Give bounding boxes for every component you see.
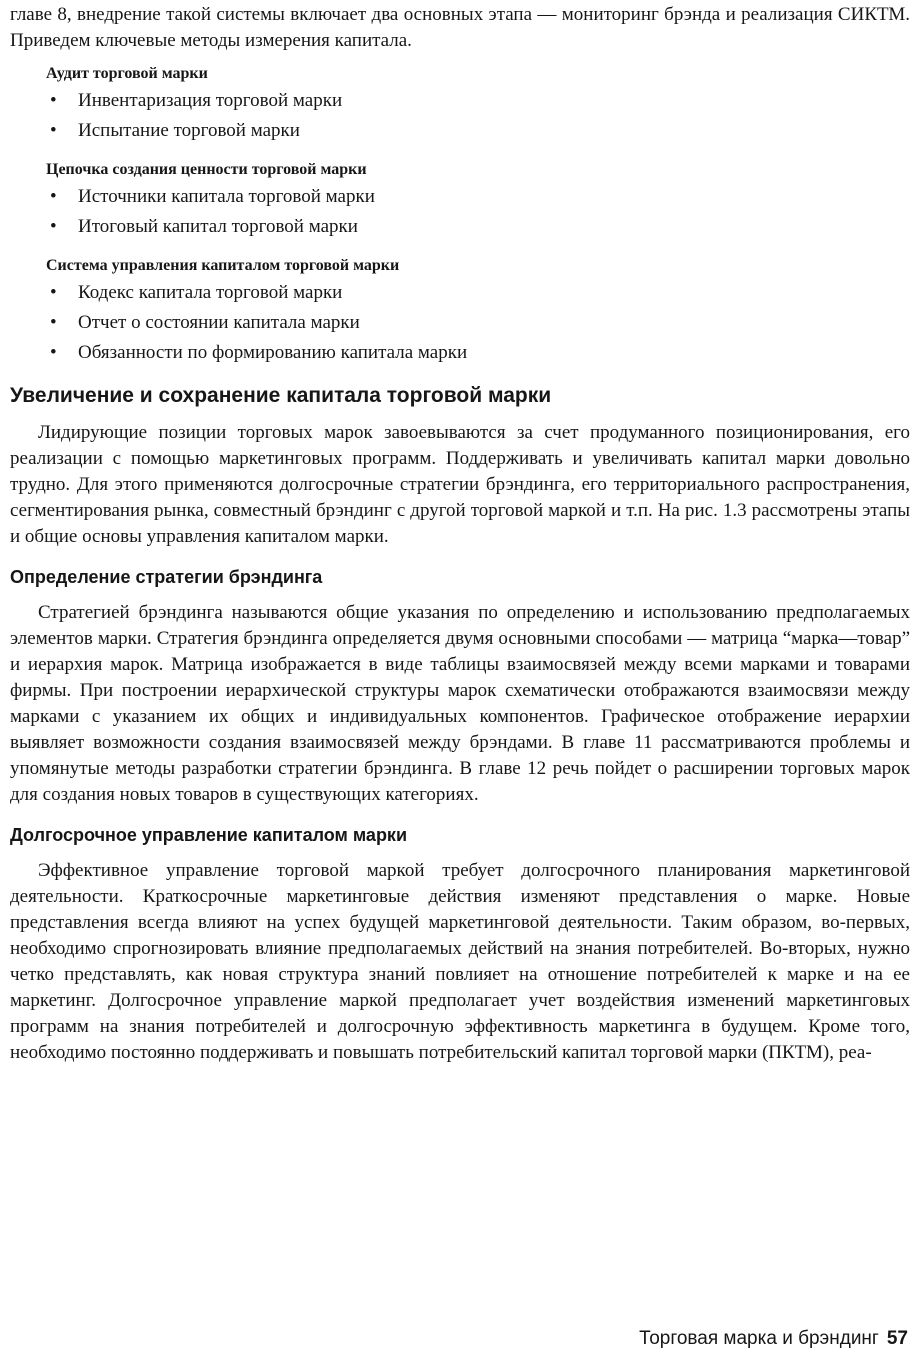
bullet-list [10, 182, 910, 242]
group-management-system [10, 254, 910, 368]
list-item: • Отчет о состоянии капитала марки [10, 308, 910, 338]
bullet-list [10, 278, 910, 368]
intro-paragraph: главе 8, внедрение такой системы включает два основных этапа — мониторинг брэнда и реализация СИКТМ. Приведем ключевые методы измерения капитала. [10, 4, 910, 51]
group-value-chain [10, 158, 910, 242]
group-title: Аудит торговой марки [46, 65, 208, 82]
running-footer [639, 1328, 908, 1350]
list-item: • Итоговый капитал торговой марки [10, 212, 910, 242]
group-audit [10, 62, 910, 146]
footer-title: Торговая марка и брэндинг [639, 1328, 879, 1349]
list-item: • Испытание торговой марки [10, 116, 910, 146]
page-content [10, 0, 910, 1066]
list-item: • Источники капитала торговой марки [10, 182, 910, 212]
section-heading: Увеличение и сохранение капитала торговой марки [10, 384, 552, 407]
strategy-paragraph: Стратегией брэндинга называются общие указания по определению и использованию предполагаемых элементов марки. Стратегия брэндинга определяется двумя основными способами — матрица “марка—товар” и иерархия марок. Матрица изображается в виде таблицы взаимосвязей между всеми марками и товарами фирмы. При построении иерархической структуры марок схематически отображаются взаимосвязи между марками с указанием их общих и индивидуальных компонентов. Графическое отображение иерархии выявляет возможности создания взаимосвязей между брэндами. В главе 11 рассматриваются проблемы и упомянутые методы разработки стратегии брэндинга. В главе 12 речь пойдет о расширении торговых марок для создания новых товаров в существующих категориях. [10, 602, 910, 805]
subsection-heading-longterm: Долгосрочное управление капиталом марки [10, 825, 408, 845]
group-title: Цепочка создания ценности торговой марки [46, 161, 367, 178]
longterm-paragraph: Эффективное управление торговой маркой требует долгосрочного планирования маркетинговой деятельности. Краткосрочные маркетинговые действия изменяют представления о марке. Новые представления всегда влияют на успех будущей маркетинговой деятельности. Таким образом, во-первых, необходимо спрогнозировать влияние предполагаемых действий на знания потребителей. Во-вторых, нужно четко представлять, как новая структура знаний повлияет на отношение потребителей к марке и на ее маркетинг. Долгосрочное управление маркой предполагает учет воздействия изменений маркетинговых программ на знания потребителей и долгосрочную эффективность маркетинга в будущем. Кроме того, необходимо постоянно поддерживать и повышать потребительский капитал торговой марки (ПКТМ), реа- [10, 860, 910, 1063]
measurement-groups [10, 62, 910, 368]
subsection-heading-strategy: Определение стратегии брэндинга [10, 567, 323, 587]
section-paragraph: Лидирующие позиции торговых марок завоевываются за счет продуманного позиционирования, его реализации с помощью маркетинговых программ. Поддерживать и увеличивать капитал марки довольно трудно. Для этого применяются долгосрочные стратегии брэндинга, его территориального распространения, сегментирования рынка, совместный брэндинг с другой торговой маркой и т.п. На рис. 1.3 рассмотрены этапы и общие основы управления капиталом марки. [10, 422, 910, 547]
bullet-list [10, 86, 910, 146]
page-number: 57 [886, 1328, 908, 1349]
list-item: • Обязанности по формированию капитала марки [10, 338, 910, 368]
list-item: • Инвентаризация торговой марки [10, 86, 910, 116]
list-item: • Кодекс капитала торговой марки [10, 278, 910, 308]
group-title: Система управления капиталом торговой марки [46, 257, 400, 274]
